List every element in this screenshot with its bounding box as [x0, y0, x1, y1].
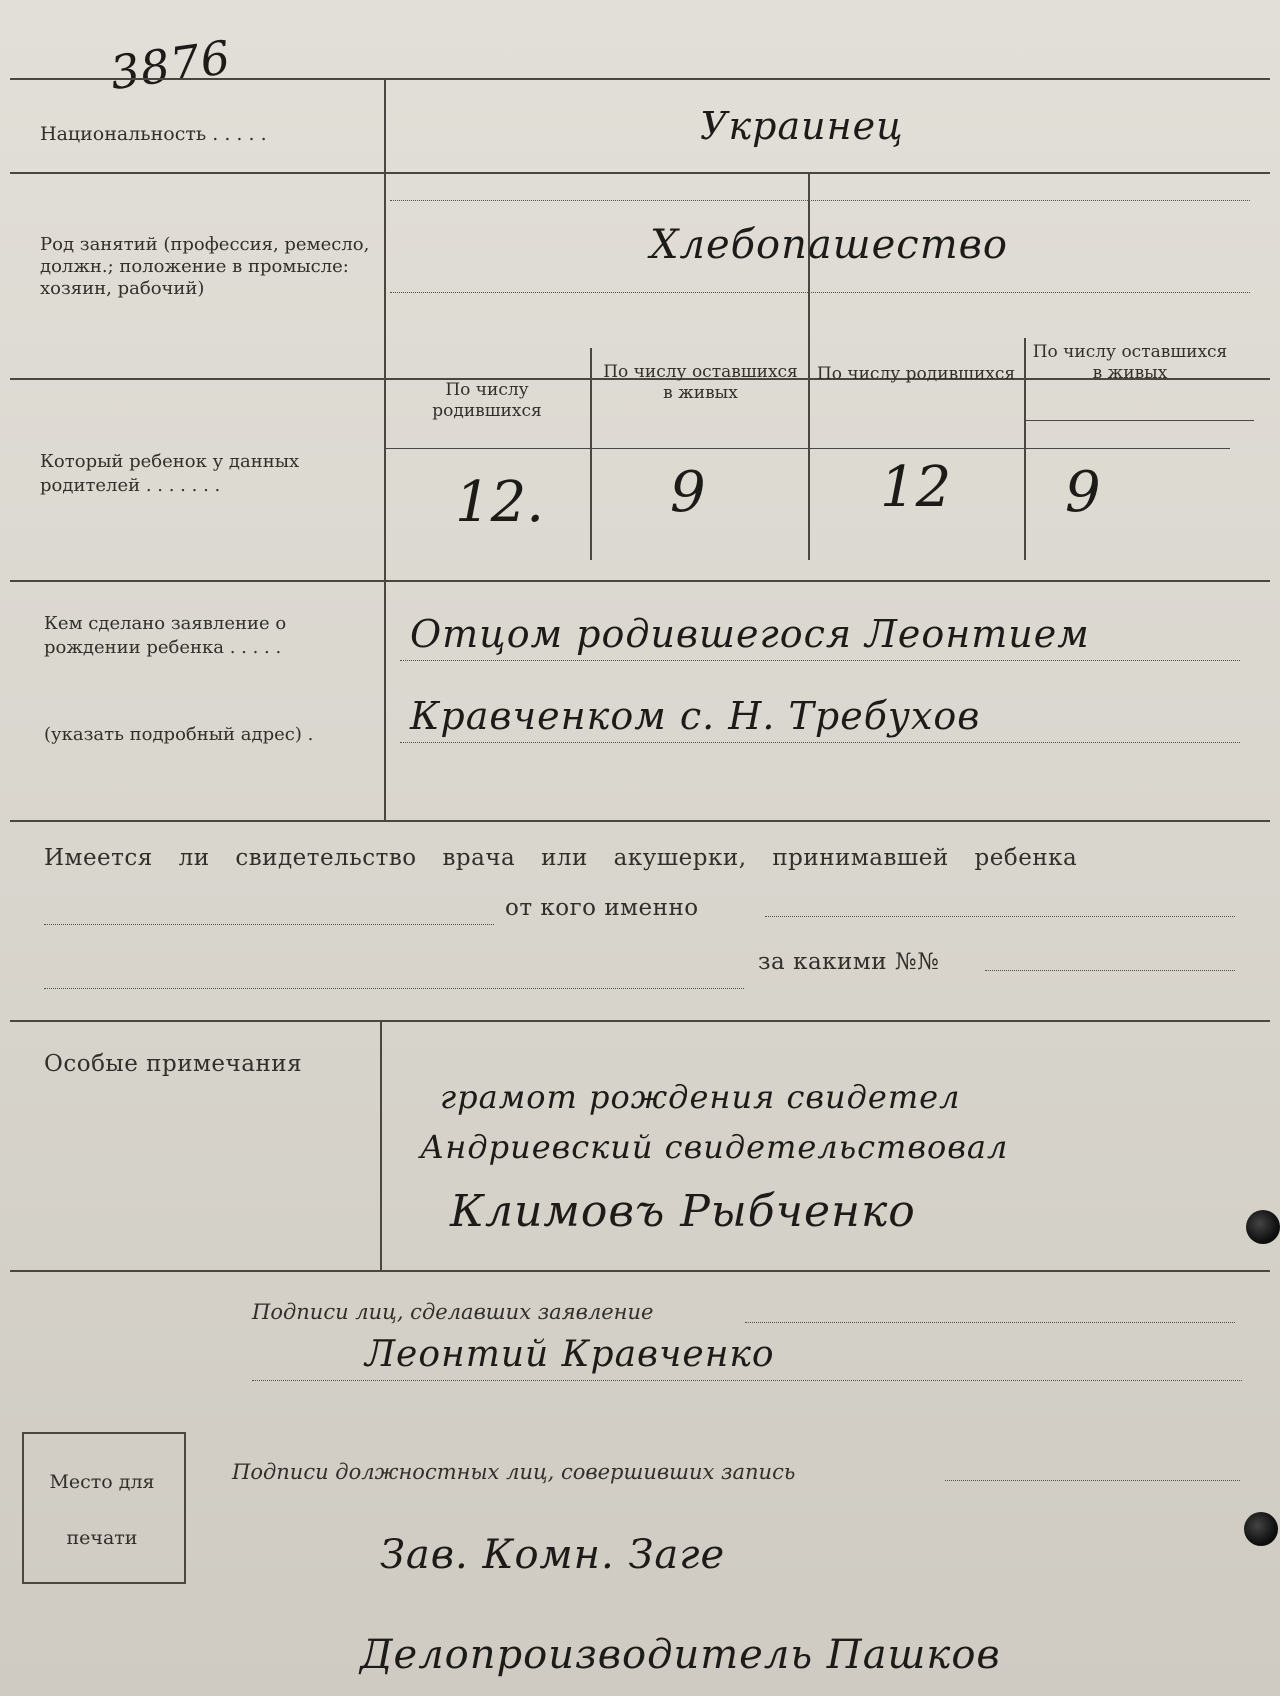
header-alive-2: По числу оставшихся в живых	[1032, 342, 1228, 383]
occupation-label: Род занятий (профессия, ремесло, должн.; положение в промысле: хозяин, рабочий)	[40, 234, 370, 299]
official-signature-1: Зав. Комн. Заге	[380, 1532, 726, 1578]
notes-line-1: грамот рождения свидетел	[440, 1078, 961, 1116]
seal-place-box	[22, 1432, 186, 1584]
address-label: (указать подробный адрес) .	[44, 724, 314, 745]
nationality-value: Украинец	[700, 104, 904, 148]
occupation-value: Хлебопашество	[650, 222, 1008, 268]
declarant-line-2: Кравченком с. Н. Требухов	[410, 694, 981, 738]
notes-label: Особые примечания	[44, 1051, 303, 1077]
certificate-numbers: за какими №№	[758, 949, 940, 975]
value-born-1: 12.	[455, 470, 545, 535]
declarant-label: Кем сделано заявление о рождении ребенка . . . . .	[44, 613, 287, 658]
certificate-question: Имеется ли свидетельство врача или акушерки, принимавшей ребенка	[44, 845, 1078, 871]
header-born-2: По числу родившихся	[816, 364, 1016, 384]
seal-place-line-2: печати	[66, 1527, 138, 1549]
declarant-signature-label: Подписи лиц, сделавших заявление	[252, 1300, 654, 1324]
binder-hole-top	[1246, 1210, 1280, 1244]
certificate-from-whom: от кого именно	[505, 895, 699, 921]
header-born-1: По числу родившихся	[432, 380, 542, 421]
header-alive-1: По числу оставшихся в живых	[603, 362, 798, 403]
value-alive-1: 9	[670, 460, 706, 525]
declarant-line-1: Отцом родившегося Леонтием	[410, 612, 1090, 656]
notes-line-3: Климовъ Рыбченко	[450, 1186, 916, 1237]
value-born-2: 12	[880, 455, 952, 520]
nationality-label: Национальность . . . . .	[40, 123, 267, 145]
child-order-label: Который ребенок у данных родителей . . . . . . .	[40, 451, 300, 496]
value-alive-2: 9	[1065, 460, 1101, 525]
officials-signature-label: Подписи должностных лиц, совершивших запись	[232, 1460, 796, 1484]
declarant-signature: Леонтий Кравченко	[365, 1334, 775, 1375]
seal-place-line-1: Место для	[49, 1471, 155, 1493]
official-signature-2: Делопроизводитель Пашков	[360, 1632, 1001, 1678]
corner-number: 3876	[106, 29, 235, 101]
binder-hole-bottom	[1244, 1512, 1278, 1546]
notes-line-2: Андриевский свидетельствовал	[420, 1128, 1009, 1166]
